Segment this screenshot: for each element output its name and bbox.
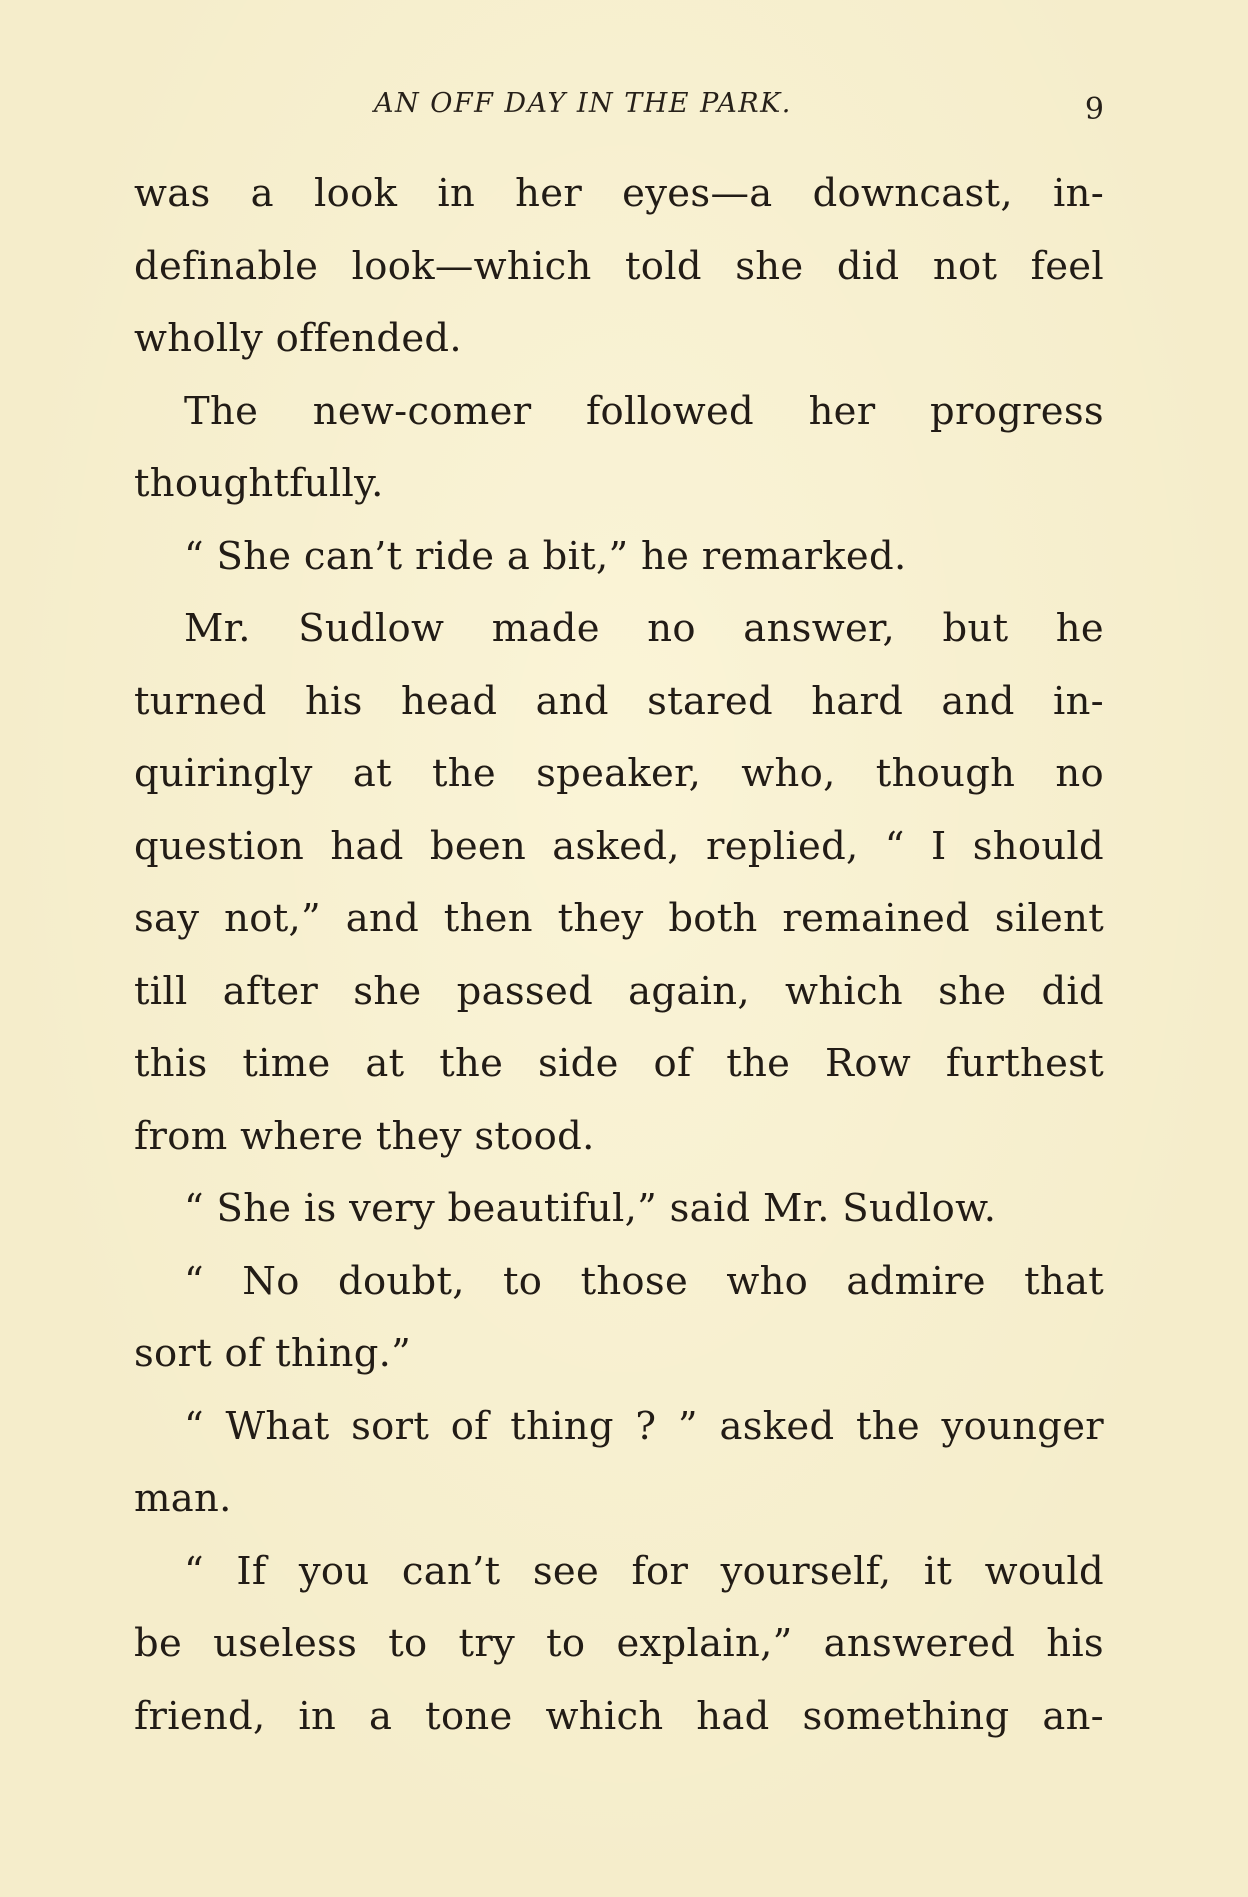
text-line: definable look—which told she did not feel	[134, 243, 1104, 289]
text-line: “ She is very beautiful,” said Mr. Sudlow.	[184, 1186, 997, 1231]
text-line: say not,” and then they both remained silent	[134, 896, 1104, 941]
text-line: be useless to try to explain,” answered his	[134, 1621, 1104, 1666]
text-line: Mr. Sudlow made no answer, but he	[184, 606, 1104, 651]
page-number: 9	[1084, 92, 1104, 127]
text-line: friend, in a tone which had something an-	[134, 1693, 1104, 1739]
text-line: thoughtfully.	[134, 461, 384, 506]
text-line: The new-comer followed her progress	[184, 388, 1104, 434]
text-line: “ She can’t ride a bit,” he remarked.	[184, 533, 907, 579]
text-line: wholly offended.	[134, 316, 462, 361]
text-line: man.	[134, 1476, 232, 1521]
text-line: was a look in her eyes—a downcast, in-	[134, 171, 1104, 216]
text-line: this time at the side of the Row furthest	[134, 1041, 1104, 1086]
text-line: turned his head and stared hard and in-	[134, 678, 1104, 724]
text-line: “ No doubt, to those who admire that	[184, 1258, 1104, 1304]
running-title: AN OFF DAY IN THE PARK.	[374, 88, 792, 119]
body-text	[134, 158, 1104, 1753]
text-line: quiringly at the speaker, who, though no	[134, 751, 1104, 796]
text-line: sort of thing.”	[134, 1331, 412, 1376]
text-line: question had been asked, replied, “ I should	[134, 823, 1104, 869]
running-head	[134, 84, 1104, 134]
text-line: “ If you can’t see for yourself, it would	[184, 1548, 1104, 1594]
text-line: “ What sort of thing ? ” asked the younger	[184, 1403, 1104, 1449]
text-line: from where they stood.	[134, 1113, 595, 1159]
text-line: till after she passed again, which she did	[134, 968, 1104, 1014]
